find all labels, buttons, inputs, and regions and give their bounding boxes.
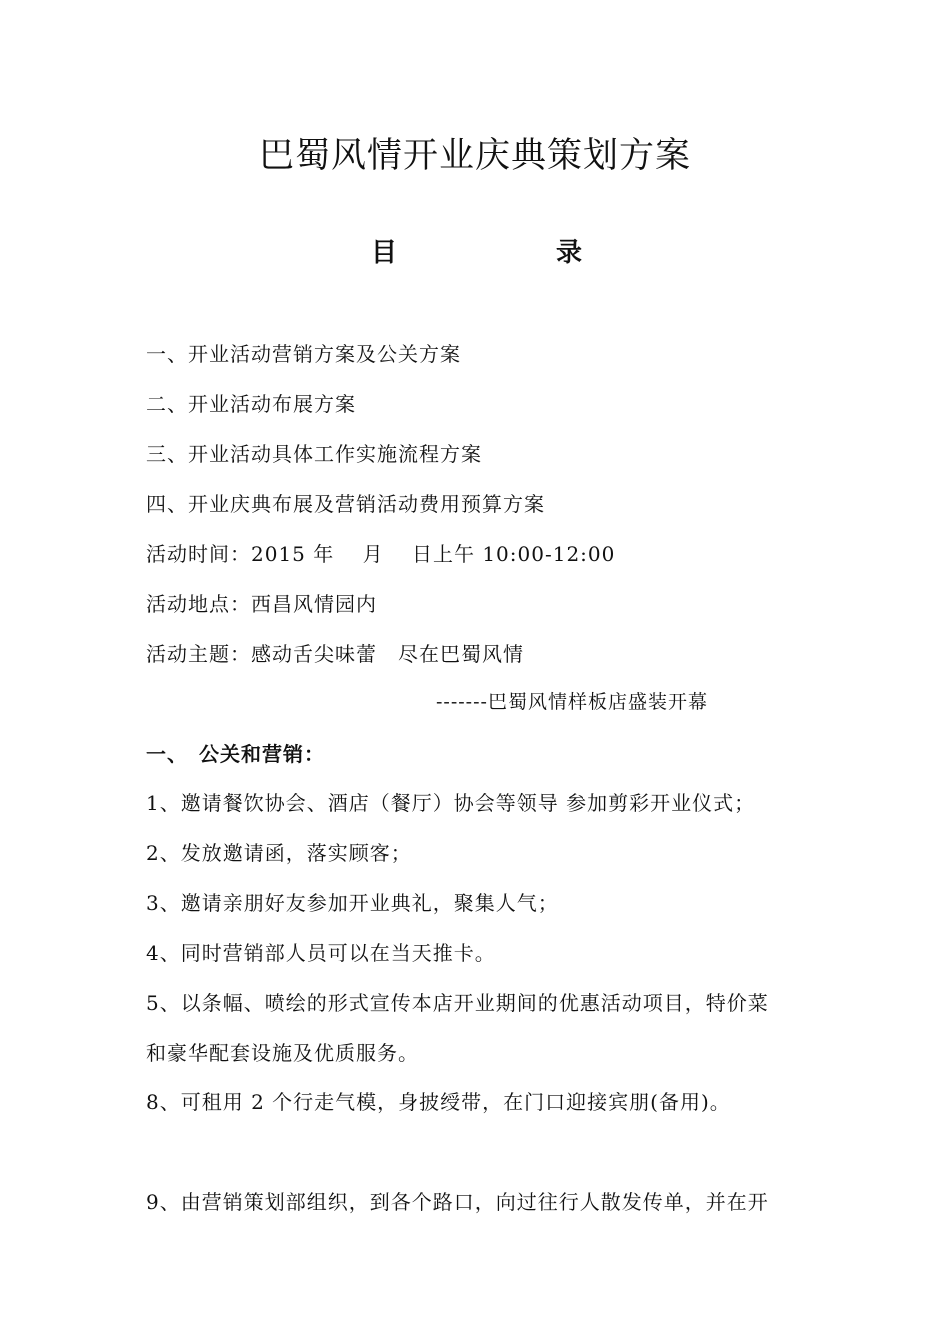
section-item: 1、邀请餐饮协会、酒店（餐厅）协会等领导 参加剪彩开业仪式； <box>146 791 756 815</box>
toc-item: 二、开业活动布展方案 <box>146 392 356 416</box>
toc-item: 三、开业活动具体工作实施流程方案 <box>146 442 482 466</box>
activity-time: 活动时间：2015 年 月 日上午 10:00-12:00 <box>146 542 616 566</box>
section-item: 9、由营销策划部组织，到各个路口，向过往行人散发传单，并在开 <box>146 1190 769 1214</box>
toc-item: 四、开业庆典布展及营销活动费用预算方案 <box>146 492 545 516</box>
section-item: 和豪华配套设施及优质服务。 <box>146 1041 419 1065</box>
section-item: 3、邀请亲朋好友参加开业典礼，聚集人气； <box>146 891 559 915</box>
section-item: 5、以条幅、喷绘的形式宣传本店开业期间的优惠活动项目，特价菜 <box>146 991 769 1015</box>
activity-theme-subtitle: -------巴蜀风情样板店盛装开幕 <box>436 691 708 713</box>
toc-heading-left: 目 <box>371 238 398 268</box>
activity-place: 活动地点：西昌风情园内 <box>146 592 377 616</box>
toc-item: 一、开业活动营销方案及公关方案 <box>146 342 461 366</box>
activity-theme: 活动主题：感动舌尖味蕾 尽在巴蜀风情 <box>146 642 524 666</box>
toc-heading-right: 录 <box>556 238 583 268</box>
document-title: 巴蜀风情开业庆典策划方案 <box>258 136 691 176</box>
section-heading: 一、 公关和营销： <box>146 742 325 766</box>
section-item: 4、同时营销部人员可以在当天推卡。 <box>146 941 496 965</box>
section-item: 2、发放邀请函，落实顾客； <box>146 841 412 865</box>
section-item: 8、可租用 2 个行走气模，身披绶带，在门口迎接宾朋(备用)。 <box>146 1090 731 1114</box>
